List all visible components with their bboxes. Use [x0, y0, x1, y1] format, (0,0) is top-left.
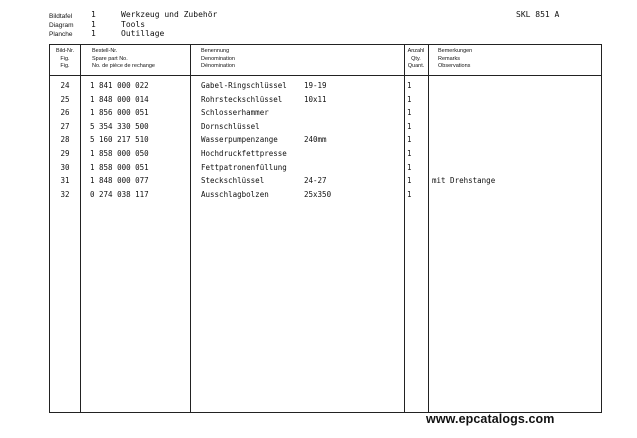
cell-part: 1 848 000 077 — [90, 176, 149, 186]
cell-qty: 1 — [407, 149, 412, 158]
cell-qty: 1 — [407, 189, 412, 199]
cell-qty: 1 — [407, 108, 412, 118]
col-header-line: Fig. — [60, 63, 70, 69]
col-header-name — [201, 48, 235, 71]
cell-qty: 1 — [407, 162, 412, 172]
col-header-line: Remarks — [438, 55, 461, 62]
cell-spec: 25x350 — [304, 189, 332, 199]
table-row — [50, 108, 601, 122]
cell-name: Rohrsteckschlüssel — [201, 94, 283, 104]
table-row — [50, 149, 601, 163]
cell-part: 1 856 000 051 — [90, 108, 149, 118]
cell-part: 1 848 000 014 — [90, 94, 149, 104]
cell-name: Hochdruckfettpresse — [201, 149, 287, 158]
cell-spec: 240mm — [304, 135, 327, 145]
col-header-line: Bild-Nr. — [55, 48, 75, 54]
cell-qty: 1 — [407, 135, 412, 145]
parts-table — [49, 44, 602, 413]
cell-part: 5 354 330 500 — [90, 121, 149, 131]
cell-qty: 1 — [407, 121, 412, 131]
cell-spec: 24-27 — [304, 176, 327, 186]
table-row — [50, 190, 601, 204]
label-bildtafel: Bildtafel — [49, 13, 73, 20]
label-planche: Planche — [49, 31, 73, 38]
title-en: Tools — [121, 19, 146, 29]
col-header-line: Dénomination — [201, 63, 235, 69]
cell-name: Fettpatronenfüllung — [201, 162, 287, 172]
table-row — [50, 122, 601, 136]
col-header-fig — [50, 48, 80, 71]
cell-part: 0 274 038 117 — [90, 189, 149, 199]
col-header-line: Anzahl — [407, 48, 425, 54]
header-divider — [50, 75, 601, 76]
cell-fig: 28 — [60, 135, 70, 145]
diagram-number: 1 — [91, 19, 96, 29]
col-header-line: Benennung — [201, 48, 230, 54]
cell-name: Dornschlüssel — [201, 121, 260, 131]
cell-part: 1 841 000 022 — [90, 81, 149, 90]
cell-part: 1 858 000 050 — [90, 149, 149, 158]
table-row — [50, 135, 601, 149]
col-header-obs — [438, 48, 472, 71]
diagram-number: 1 — [91, 29, 96, 38]
cell-fig: 26 — [60, 108, 70, 118]
table-row — [50, 95, 601, 109]
cell-fig: 27 — [60, 121, 70, 131]
cell-part: 5 160 217 510 — [90, 135, 149, 145]
catalog-code: SKL 851 A — [516, 10, 560, 19]
col-header-part — [92, 48, 155, 71]
cell-spec: 10x11 — [304, 94, 327, 104]
cell-fig: 24 — [60, 81, 70, 90]
col-header-qty — [404, 48, 428, 71]
title-fr: Outillage — [121, 29, 165, 38]
table-row — [50, 81, 601, 95]
cell-name: Steckschlüssel — [201, 176, 265, 186]
cell-qty: 1 — [407, 176, 412, 186]
diagram-number: 1 — [91, 10, 96, 19]
cell-fig: 25 — [60, 94, 70, 104]
col-header-line: Observations — [438, 63, 471, 69]
col-header-line: Denomination — [201, 55, 235, 62]
header-labels — [49, 12, 74, 39]
table-row — [50, 163, 601, 177]
cell-name: Ausschlagbolzen — [201, 189, 269, 199]
col-header-line: Fig. — [60, 55, 70, 62]
cell-fig: 29 — [60, 149, 70, 158]
website-watermark: www.epcatalogs.com — [426, 412, 555, 426]
cell-name: Wasserpumpenzange — [201, 135, 278, 145]
col-header-line: Spare part No. — [92, 55, 128, 62]
header-titles — [121, 10, 217, 39]
col-header-line: Quant. — [407, 63, 425, 69]
cell-fig: 30 — [60, 162, 70, 172]
cell-spec: 19-19 — [304, 81, 327, 90]
col-header-line: Bemerkungen — [438, 48, 473, 54]
label-diagram: Diagram — [49, 22, 74, 29]
cell-fig: 32 — [60, 189, 70, 199]
cell-part: 1 858 000 051 — [90, 162, 149, 172]
table-row — [50, 176, 601, 190]
cell-qty: 1 — [407, 81, 412, 90]
col-header-line: Bestell-Nr. — [92, 48, 118, 54]
cell-fig: 31 — [60, 176, 70, 186]
cell-obs: mit Drehstange — [432, 176, 496, 186]
col-header-line: Qty. — [411, 55, 421, 62]
header-numbers — [91, 10, 96, 39]
col-header-line: No. de pièce de rechange — [92, 63, 155, 69]
title-de: Werkzeug und Zubehör — [121, 10, 218, 19]
cell-name: Gabel-Ringschlüssel — [201, 81, 287, 90]
cell-qty: 1 — [407, 94, 412, 104]
cell-name: Schlosserhammer — [201, 108, 269, 118]
